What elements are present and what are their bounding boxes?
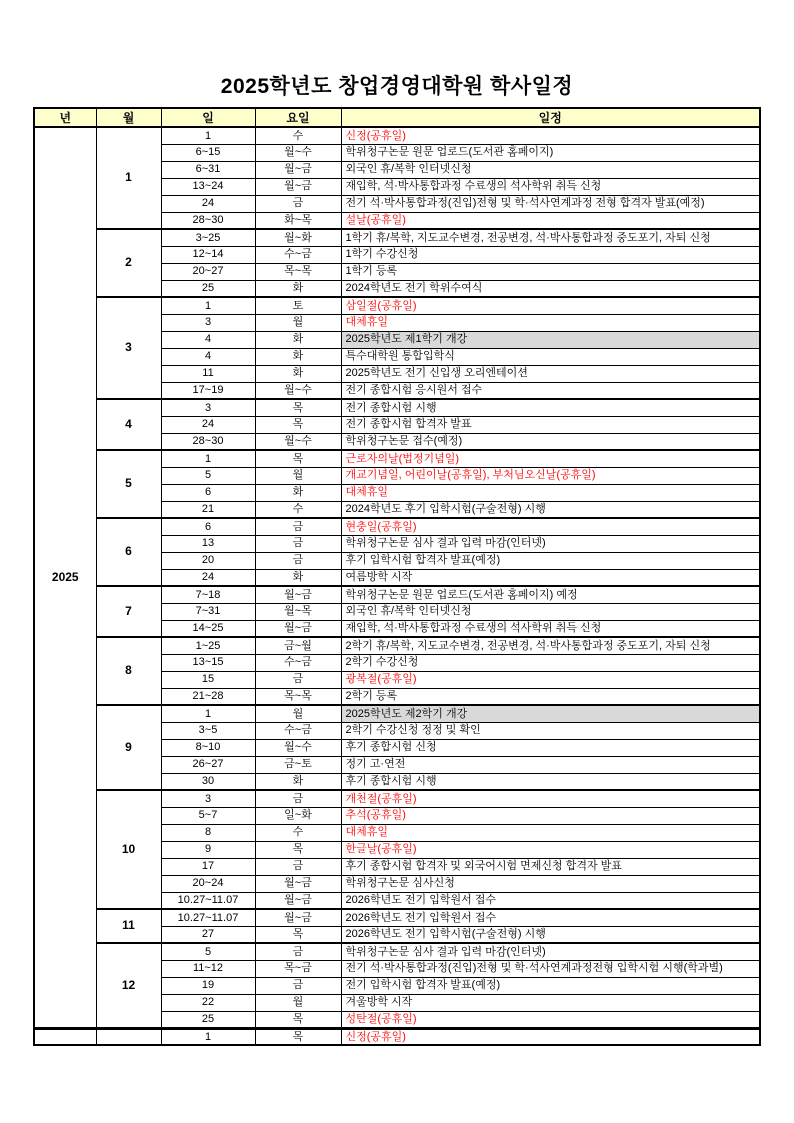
month-cell: 4 [96, 399, 161, 450]
weekday-cell: 금 [255, 518, 341, 535]
table-row [34, 790, 760, 807]
day-cell: 1 [161, 450, 255, 467]
event-cell: 후기 종합시험 신청 [341, 739, 760, 756]
day-cell: 14~25 [161, 620, 255, 637]
table-row [34, 586, 760, 603]
weekday-cell: 목 [255, 450, 341, 467]
weekday-cell: 화 [255, 569, 341, 586]
table-row [34, 1028, 760, 1045]
event-cell: 2026학년도 전기 입학원서 접수 [341, 892, 760, 909]
weekday-cell: 월~수 [255, 433, 341, 450]
event-cell: 정기 고·연전 [341, 756, 760, 773]
event-cell: 여름방학 시작 [341, 569, 760, 586]
event-cell: 설날(공휴일) [341, 212, 760, 229]
weekday-cell: 월~금 [255, 178, 341, 195]
weekday-cell: 목~목 [255, 688, 341, 705]
column-header-4: 일정 [341, 108, 760, 127]
month-cell: 3 [96, 297, 161, 399]
weekday-cell: 금~토 [255, 756, 341, 773]
month-cell: 7 [96, 586, 161, 637]
day-cell: 8 [161, 824, 255, 841]
day-cell: 9 [161, 841, 255, 858]
day-cell: 20~24 [161, 875, 255, 892]
day-cell: 10.27~11.07 [161, 909, 255, 926]
day-cell: 13 [161, 535, 255, 552]
event-cell: 외국인 휴/복학 인터넷신청 [341, 603, 760, 620]
day-cell: 24 [161, 195, 255, 212]
table-row [34, 637, 760, 654]
day-cell: 1 [161, 297, 255, 314]
month-cell: 11 [96, 909, 161, 943]
event-cell: 2024학년도 후기 입학시험(구술전형) 시행 [341, 501, 760, 518]
header-row [34, 108, 760, 127]
weekday-cell: 목 [255, 841, 341, 858]
day-cell: 3 [161, 314, 255, 331]
event-cell: 학위청구논문 심사 결과 입력 마감(인터넷) [341, 535, 760, 552]
table-row [34, 909, 760, 926]
event-cell: 대체휴일 [341, 484, 760, 501]
table-row [34, 518, 760, 535]
event-cell: 2025학년도 제1학기 개강 [341, 331, 760, 348]
day-cell: 27 [161, 926, 255, 943]
weekday-cell: 목 [255, 1028, 341, 1045]
weekday-cell: 수~금 [255, 654, 341, 671]
weekday-cell: 금 [255, 858, 341, 875]
day-cell: 12~14 [161, 246, 255, 263]
weekday-cell: 수 [255, 824, 341, 841]
weekday-cell: 화 [255, 280, 341, 297]
event-cell: 재입학, 석·박사통합과정 수료생의 석사학위 취득 신청 [341, 178, 760, 195]
day-cell: 7~18 [161, 586, 255, 603]
table-row [34, 297, 760, 314]
weekday-cell: 화 [255, 365, 341, 382]
column-header-1: 월 [96, 108, 161, 127]
event-cell: 겨울방학 시작 [341, 994, 760, 1011]
event-cell: 학위청구논문 심사 결과 입력 마감(인터넷) [341, 943, 760, 960]
event-cell: 2026학년도 전기 입학원서 접수 [341, 909, 760, 926]
day-cell: 3~5 [161, 722, 255, 739]
day-cell: 17~19 [161, 382, 255, 399]
weekday-cell: 일~화 [255, 807, 341, 824]
day-cell: 25 [161, 280, 255, 297]
table-row [34, 450, 760, 467]
day-cell: 1~25 [161, 637, 255, 654]
weekday-cell: 월~목 [255, 603, 341, 620]
event-cell: 2025학년도 전기 신입생 오리엔테이션 [341, 365, 760, 382]
event-cell: 재입학, 석·박사통합과정 수료생의 석사학위 취득 신청 [341, 620, 760, 637]
event-cell: 2학기 휴/복학, 지도교수변경, 전공변경, 석·박사통합과정 중도포기, 자퇴 신청 [341, 637, 760, 654]
event-cell: 근로자의날(법정기념일) [341, 450, 760, 467]
event-cell: 신정(공휴일) [341, 127, 760, 144]
calendar-body [34, 127, 760, 1045]
day-cell: 6~15 [161, 144, 255, 161]
table-row [34, 229, 760, 246]
weekday-cell: 월~금 [255, 586, 341, 603]
weekday-cell: 월~수 [255, 382, 341, 399]
event-cell: 학위청구논문 접수(예정) [341, 433, 760, 450]
event-cell: 학위청구논문 원문 업로드(도서관 홈페이지) [341, 144, 760, 161]
day-cell: 11 [161, 365, 255, 382]
weekday-cell: 수 [255, 127, 341, 144]
event-cell: 2024학년도 전기 학위수여식 [341, 280, 760, 297]
day-cell: 3 [161, 399, 255, 416]
day-cell: 22 [161, 994, 255, 1011]
day-cell: 5 [161, 943, 255, 960]
weekday-cell: 금 [255, 671, 341, 688]
event-cell: 성탄절(공휴일) [341, 1011, 760, 1028]
day-cell: 13~24 [161, 178, 255, 195]
day-cell: 30 [161, 773, 255, 790]
day-cell: 4 [161, 348, 255, 365]
day-cell: 10.27~11.07 [161, 892, 255, 909]
event-cell: 현충일(공휴일) [341, 518, 760, 535]
weekday-cell: 금 [255, 535, 341, 552]
month-cell: 9 [96, 705, 161, 790]
event-cell: 한글날(공휴일) [341, 841, 760, 858]
month-cell: 1 [96, 127, 161, 229]
day-cell: 5~7 [161, 807, 255, 824]
month-cell [96, 1028, 161, 1045]
weekday-cell: 목 [255, 1011, 341, 1028]
table-row [34, 705, 760, 722]
weekday-cell: 목 [255, 399, 341, 416]
calendar-table [33, 107, 761, 1046]
table-row [34, 399, 760, 416]
weekday-cell: 토 [255, 297, 341, 314]
day-cell: 21 [161, 501, 255, 518]
weekday-cell: 화 [255, 484, 341, 501]
page-title: 2025학년도 창업경영대학원 학사일정 [220, 75, 574, 98]
weekday-cell: 화~목 [255, 212, 341, 229]
weekday-cell: 월~금 [255, 875, 341, 892]
weekday-cell: 수~금 [255, 246, 341, 263]
month-cell: 2 [96, 229, 161, 297]
day-cell: 8~10 [161, 739, 255, 756]
event-cell: 2025학년도 제2학기 개강 [341, 705, 760, 722]
event-cell: 외국인 휴/복학 인터넷신청 [341, 161, 760, 178]
weekday-cell: 월~금 [255, 620, 341, 637]
weekday-cell: 월 [255, 705, 341, 722]
weekday-cell: 화 [255, 348, 341, 365]
day-cell: 13~15 [161, 654, 255, 671]
weekday-cell: 목 [255, 416, 341, 433]
event-cell: 학위청구논문 원문 업로드(도서관 홈페이지) 예정 [341, 586, 760, 603]
day-cell: 6 [161, 518, 255, 535]
day-cell: 11~12 [161, 960, 255, 977]
weekday-cell: 월~금 [255, 161, 341, 178]
event-cell: 삼일절(공휴일) [341, 297, 760, 314]
event-cell: 후기 종합시험 시행 [341, 773, 760, 790]
weekday-cell: 월~수 [255, 144, 341, 161]
year-cell: 2025 [34, 127, 96, 1028]
day-cell: 3 [161, 790, 255, 807]
day-cell: 6~31 [161, 161, 255, 178]
event-cell: 개교기념일, 어린이날(공휴일), 부처님오신날(공휴일) [341, 467, 760, 484]
month-cell: 8 [96, 637, 161, 705]
event-cell: 추석(공휴일) [341, 807, 760, 824]
weekday-cell: 월~금 [255, 909, 341, 926]
weekday-cell: 월~수 [255, 739, 341, 756]
month-cell: 5 [96, 450, 161, 518]
event-cell: 신정(공휴일) [341, 1028, 760, 1045]
day-cell: 26~27 [161, 756, 255, 773]
day-cell: 28~30 [161, 212, 255, 229]
weekday-cell: 월~금 [255, 892, 341, 909]
weekday-cell: 목~목 [255, 263, 341, 280]
day-cell: 20 [161, 552, 255, 569]
weekday-cell: 월~화 [255, 229, 341, 246]
table-row [34, 943, 760, 960]
day-cell: 1 [161, 705, 255, 722]
event-cell: 대체휴일 [341, 824, 760, 841]
day-cell: 17 [161, 858, 255, 875]
weekday-cell: 금 [255, 790, 341, 807]
weekday-cell: 금~월 [255, 637, 341, 654]
event-cell: 2학기 수강신청 정정 및 확인 [341, 722, 760, 739]
day-cell: 19 [161, 977, 255, 994]
day-cell: 24 [161, 416, 255, 433]
weekday-cell: 수~금 [255, 722, 341, 739]
weekday-cell: 화 [255, 773, 341, 790]
event-cell: 전기 종합시험 응시원서 접수 [341, 382, 760, 399]
event-cell: 전기 석·박사통합과정(진입)전형 및 학·석사연계과정전형 입학시험 시행(학과별) [341, 960, 760, 977]
year-cell [34, 1028, 96, 1045]
event-cell: 1학기 수강신청 [341, 246, 760, 263]
month-cell: 12 [96, 943, 161, 1028]
event-cell: 2학기 등록 [341, 688, 760, 705]
event-cell: 광복절(공휴일) [341, 671, 760, 688]
event-cell: 후기 종합시험 합격자 및 외국어시험 면제신청 합격자 발표 [341, 858, 760, 875]
weekday-cell: 월 [255, 467, 341, 484]
event-cell: 전기 석·박사통합과정(진입)전형 및 학·석사연계과정 전형 합격자 발표(예정) [341, 195, 760, 212]
weekday-cell: 월 [255, 994, 341, 1011]
weekday-cell: 월 [255, 314, 341, 331]
month-cell: 10 [96, 790, 161, 909]
weekday-cell: 수 [255, 501, 341, 518]
day-cell: 28~30 [161, 433, 255, 450]
event-cell: 1학기 휴/복학, 지도교수변경, 전공변경, 석·박사통합과정 중도포기, 자퇴 신청 [341, 229, 760, 246]
weekday-cell: 목 [255, 926, 341, 943]
column-header-3: 요일 [255, 108, 341, 127]
event-cell: 전기 종합시험 시행 [341, 399, 760, 416]
weekday-cell: 금 [255, 552, 341, 569]
event-cell: 개천절(공휴일) [341, 790, 760, 807]
day-cell: 3~25 [161, 229, 255, 246]
day-cell: 6 [161, 484, 255, 501]
weekday-cell: 금 [255, 195, 341, 212]
day-cell: 1 [161, 127, 255, 144]
weekday-cell: 화 [255, 331, 341, 348]
day-cell: 5 [161, 467, 255, 484]
weekday-cell: 금 [255, 977, 341, 994]
event-cell: 학위청구논문 심사신청 [341, 875, 760, 892]
event-cell: 특수대학원 통합입학식 [341, 348, 760, 365]
event-cell: 2026학년도 전기 입학시험(구술전형) 시행 [341, 926, 760, 943]
event-cell: 1학기 등록 [341, 263, 760, 280]
day-cell: 4 [161, 331, 255, 348]
weekday-cell: 목~금 [255, 960, 341, 977]
day-cell: 1 [161, 1028, 255, 1045]
day-cell: 7~31 [161, 603, 255, 620]
weekday-cell: 금 [255, 943, 341, 960]
event-cell: 대체휴일 [341, 314, 760, 331]
day-cell: 25 [161, 1011, 255, 1028]
event-cell: 전기 종합시험 합격자 발표 [341, 416, 760, 433]
month-cell: 6 [96, 518, 161, 586]
event-cell: 2학기 수강신청 [341, 654, 760, 671]
event-cell: 후기 입학시험 합격자 발표(예정) [341, 552, 760, 569]
column-header-0: 년 [34, 108, 96, 127]
table-row [34, 127, 760, 144]
day-cell: 20~27 [161, 263, 255, 280]
day-cell: 24 [161, 569, 255, 586]
event-cell: 전기 입학시험 합격자 발표(예정) [341, 977, 760, 994]
day-cell: 15 [161, 671, 255, 688]
day-cell: 21~28 [161, 688, 255, 705]
column-header-2: 일 [161, 108, 255, 127]
